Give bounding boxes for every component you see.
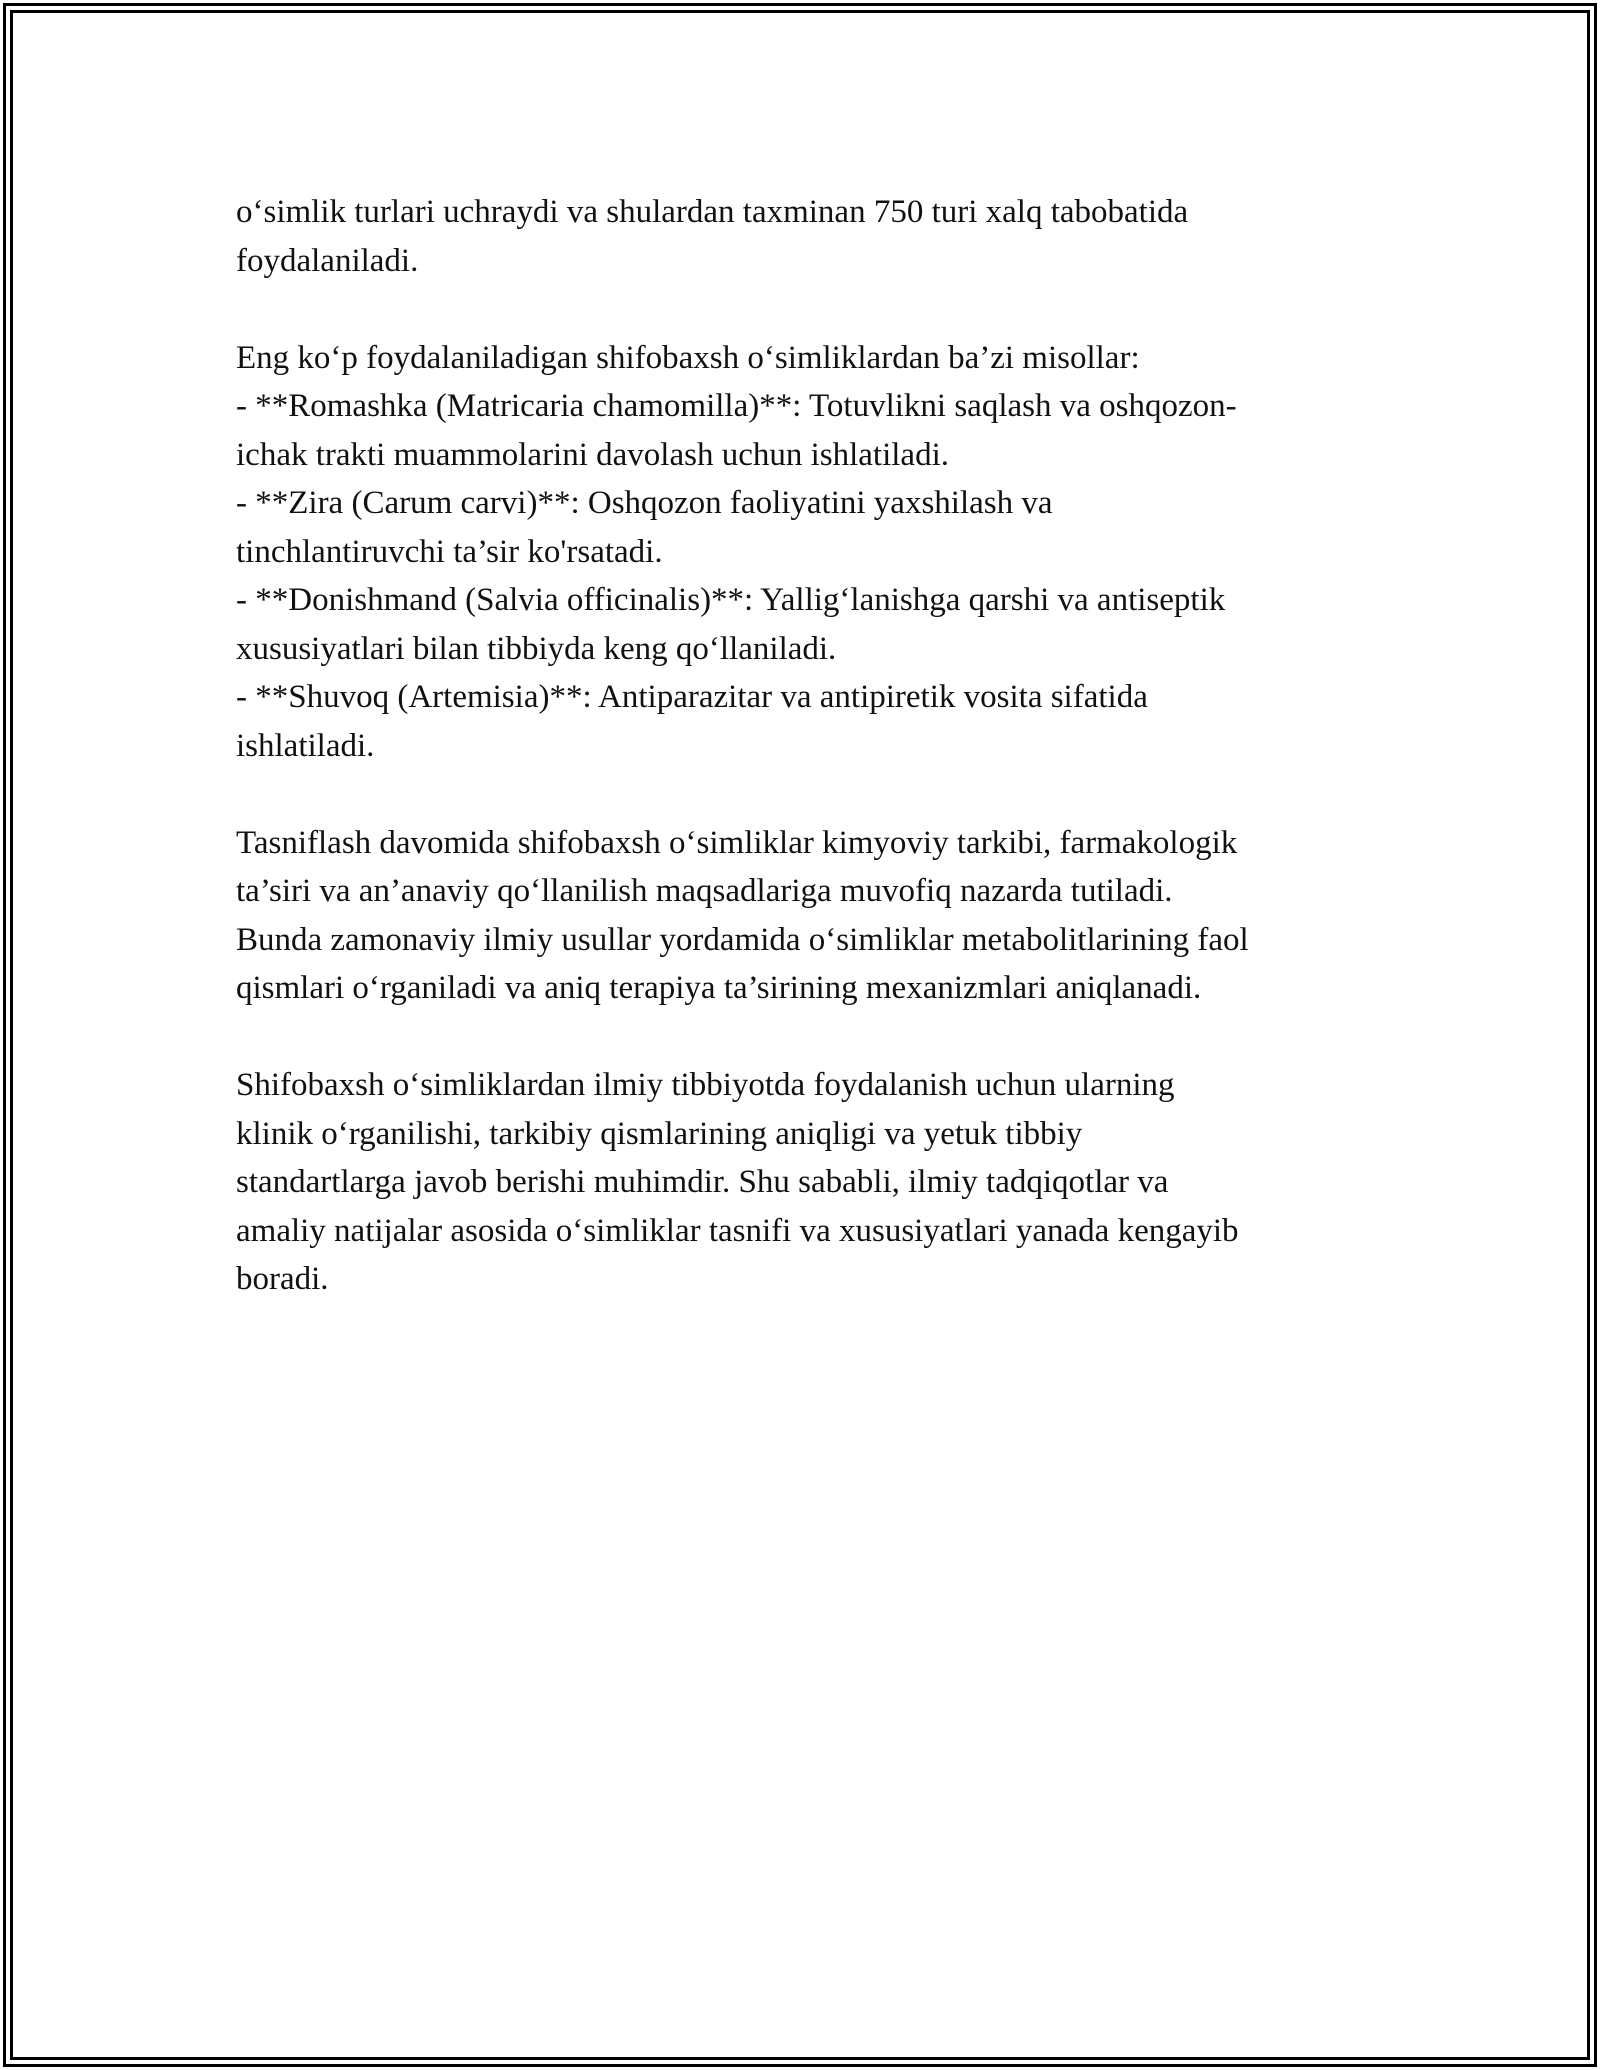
list-item-romashka-continued: ichak trakti muammolarini davolash uchun ishlatiladi.: [236, 436, 949, 473]
list-item-shuvoq: - **Shuvoq (Artemisia)**: Antiparazitar va antipiretik vosita sifatida: [236, 679, 1148, 715]
text-line: standartlarga javob berishi muhimdir. Shu sababli, ilmiy tadqiqotlar va: [236, 1164, 1169, 1200]
paragraph-scientific-use: [236, 1061, 1376, 1304]
text-line: Bunda zamonaviy ilmiy usullar yordamida o‘simliklar metabolitlarining faol: [236, 921, 1249, 958]
paragraph-plant-examples: [236, 334, 1376, 771]
examples-heading-line: Eng ko‘p foydalaniladigan shifobaxsh o‘simliklardan ba’zi misollar:: [236, 339, 1140, 376]
list-item-shuvoq-continued: ishlatiladi.: [236, 727, 375, 764]
text-line: foydalaniladi.: [236, 242, 419, 279]
paragraph-intro-continuation: [236, 188, 1376, 285]
text-line: boradi.: [236, 1261, 329, 1297]
list-item-zira-continued: tinchlantiruvchi ta’sir ko'rsatadi.: [236, 533, 663, 570]
text-line: Tasniflash davomida shifobaxsh o‘simliklar kimyoviy tarkibi, farmakologik: [236, 824, 1238, 861]
text-line: qismlari o‘rganiladi va aniq terapiya ta’sirining mexanizmlari aniqlanadi.: [236, 970, 1202, 1006]
list-item-zira: - **Zira (Carum carvi)**: Oshqozon faoliyatini yaxshilash va: [236, 485, 1053, 521]
paragraph-classification: [236, 819, 1376, 1013]
text-line: ta’siri va an’anaviy qo‘llanilish maqsadlariga muvofiq nazarda tutiladi.: [236, 873, 1173, 909]
list-item-romashka: - **Romashka (Matricaria chamomilla)**: Totuvlikni saqlash va oshqozon-: [236, 388, 1237, 424]
list-item-donishmand: - **Donishmand (Salvia officinalis)**: Yallig‘lanishga qarshi va antiseptik: [236, 582, 1226, 618]
list-item-donishmand-continued: xususiyatlari bilan tibbiyda keng qo‘llaniladi.: [236, 630, 837, 667]
document-body: [236, 188, 1376, 1352]
text-line: o‘simlik turlari uchraydi va shulardan taxminan 750 turi xalq tabobatida: [236, 194, 1189, 230]
text-line: Shifobaxsh o‘simliklardan ilmiy tibbiyotda foydalanish uchun ularning: [236, 1067, 1175, 1103]
text-line: klinik o‘rganilishi, tarkibiy qismlarining aniqligi va yetuk tibbiy: [236, 1115, 1083, 1152]
text-line: amaliy natijalar asosida o‘simliklar tasnifi va xususiyatlari yanada kengayib: [236, 1212, 1239, 1249]
